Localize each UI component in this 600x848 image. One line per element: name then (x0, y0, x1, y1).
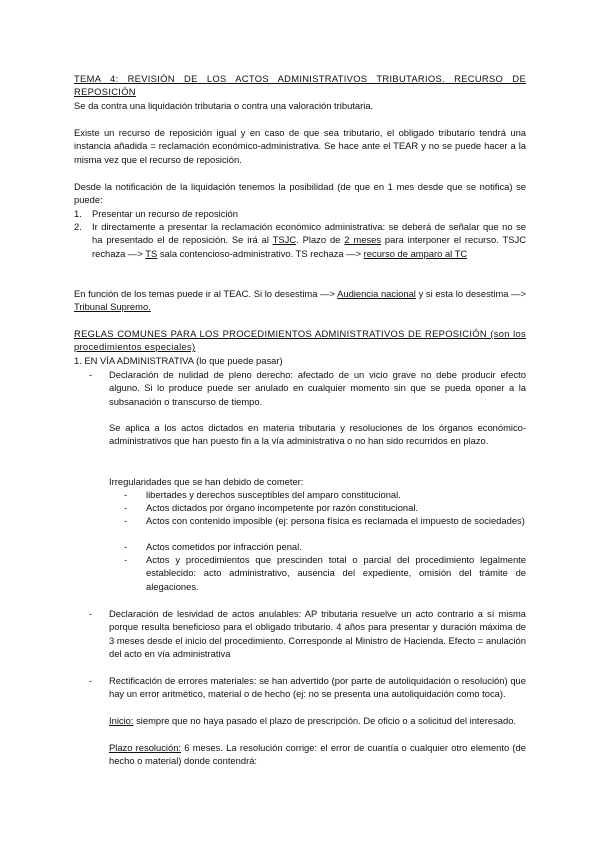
irregularidad-text: Actos cometidos por infracción penal. (146, 541, 302, 552)
irregularidad-item (124, 488, 526, 501)
rectificacion-plazo (109, 741, 526, 768)
list-item-text: para interponer el recurso. TSJC rechaza —> (92, 234, 526, 259)
plazo-paragraph: Desde la notificación de la liquidación tenemos la posibilidad (de que en 1 mes desde que se notifica) se puede: (74, 181, 526, 206)
dash-bullet: - (124, 502, 128, 513)
list-number: 2. (74, 221, 82, 232)
teac-paragraph (74, 287, 526, 314)
intro-paragraph: Se da contra una liquidación tributaria o contra una valoración tributaria. (74, 100, 374, 111)
list-item-text: Presentar un recurso de reposición (92, 208, 238, 219)
plazo-text: 2 meses (344, 234, 382, 246)
dash-bullet: - (124, 554, 128, 565)
irregularidad-text: Actos dictados por órgano incompetente por razón constitucional. (146, 502, 419, 513)
teac-text: En función de los temas puede ir al TEAC. Si lo desestima —> (74, 288, 338, 299)
supremo-text: Tribunal Supremo. (74, 301, 151, 313)
rectificacion-item (89, 674, 526, 701)
list-item-text: . Plazo de (296, 234, 345, 246)
plazo-resolucion-text: 6 meses. La resolución corrige: el error de cuantía o cualquier otro elemento (de hecho o material) donde contendrá: (109, 742, 526, 767)
tsjc-link-text: TSJC (272, 234, 297, 246)
list-item-reposicion (74, 207, 526, 220)
irregularidades-label: Irregularidades que se han debido de cometer: (109, 476, 304, 487)
dash-bullet: - (124, 541, 128, 552)
lesividad-item (89, 607, 526, 661)
irregularidad-text: libertades y derechos susceptibles del amparo constitucional. (146, 489, 401, 500)
irregularidad-item (124, 501, 526, 514)
document-title: TEMA 4: REVISIÓN DE LOS ACTOS ADMINISTRATIVOS TRIBUTARIOS. RECURSO DE REPOSICIÓN (74, 73, 526, 98)
section-title: REGLAS COMUNES PARA LOS PROCEDIMIENTOS ADMINISTRATIVOS DE REPOSICIÓN (son los procedimientos especiales) (74, 328, 526, 353)
teac-text: y si esta lo desestima —> (415, 288, 526, 299)
irregularidad-item (124, 553, 526, 593)
inicio-text: siempre que no haya pasado el plazo de prescripción. De oficio o a solicitud del interesado. (133, 715, 517, 726)
inicio-label: Inicio: (109, 715, 134, 726)
lesividad-text: Declaración de lesividad de actos anulables: AP tributaria resuelve un acto contrario a sí misma porque resulta beneficioso para el obligado tributario. 4 años para presentar y duración máxima de 3 meses desde el inicio del procedimiento. Corresponde al Ministro de Hacienda. Efecto = anulación del acto en vía administrativa (109, 608, 526, 660)
audiencia-text: Audiencia nacional (337, 288, 416, 299)
nulidad-item (89, 368, 526, 408)
ts-text: TS (145, 247, 158, 259)
irregularidad-text: Actos con contenido imposible (ej: persona física es reclamada el impuesto de sociedades) (146, 515, 525, 526)
irregularidad-item (124, 540, 526, 553)
nulidad-aplica: Se aplica a los actos dictados en materia tributaria y resoluciones de los órganos económico-administrativos que han puesto fin a la vía administrativa o no han sido recurridos en plazo. (109, 422, 526, 447)
dash-bullet: - (124, 515, 128, 526)
dash-bullet: - (89, 675, 93, 686)
dash-bullet: - (124, 489, 128, 500)
list-item-text: Ir directamente a presentar la reclamación económico administrativa: se deberá de señalar que no se ha presentado el de reposición. Se irá al (92, 221, 526, 246)
dash-bullet: - (89, 369, 93, 380)
list-item-text: sala contencioso-administrativo. TS rechaza —> (157, 247, 364, 259)
subsection-title: 1. EN VÍA ADMINISTRATIVA (lo que puede pasar) (74, 355, 283, 366)
dash-bullet: - (89, 608, 93, 619)
instancia-paragraph: Existe un recurso de reposición igual y en caso de que sea tributario, el obligado tributario tendrá una instancia añadida = reclamación económico-administrativa. Se hace ante el TEAR y no se puede hacer a la misma vez que el recurso de reposición. (74, 127, 526, 165)
amparo-text: recurso de amparo al TC (363, 247, 468, 259)
list-number: 1. (74, 208, 82, 219)
rectificacion-text: Rectificación de errores materiales: se han advertido (por parte de autoliquidación o resolución) que hay un error aritmético, material o de hecho (ej: no se presenta una autoliquidación como toca). (109, 675, 526, 700)
plazo-resolucion-label: Plazo resolución: (109, 742, 182, 753)
list-item-reclamacion (74, 220, 526, 260)
irregularidad-item (124, 514, 526, 527)
rectificacion-inicio (109, 714, 526, 727)
nulidad-text: Declaración de nulidad de pleno derecho: afectado de un vicio grave no debe producir efecto alguno. Si lo produce puede ser anulado en cualquier momento sin que se pueda oponer a la subsanación o transcurso de tiempo. (109, 369, 526, 407)
irregularidad-text: Actos y procedimientos que prescinden total o parcial del procedimiento legalmente establecido: acto administrativo, ausencia del expediente, omisión del trámite de alegaciones. (146, 554, 526, 592)
